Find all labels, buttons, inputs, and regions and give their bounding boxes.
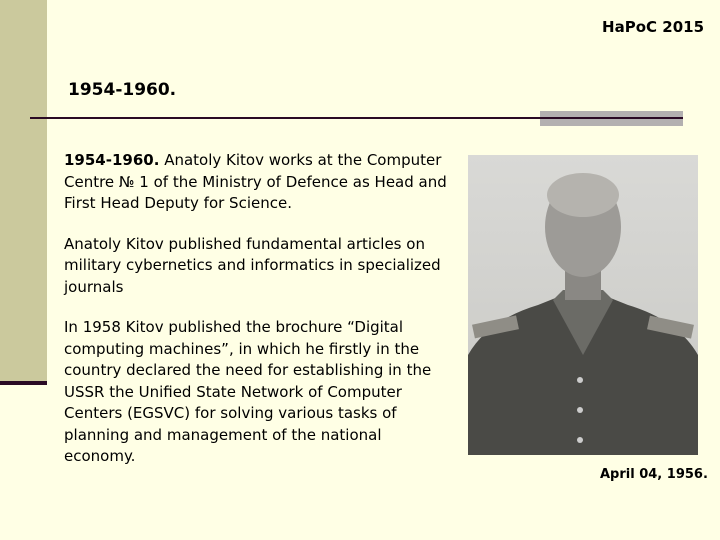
paragraph-1 — [64, 150, 454, 215]
paragraph-lead: 1954-1960. — [64, 151, 160, 169]
paragraph-3 — [64, 317, 454, 468]
paragraph-text: In 1958 Kitov published the brochure “Digital computing machines”, in which he firstly in the country declared the need for establishing in the USSR the Unified State Network of Computer Centers (EGSVC) for solving various tasks of planning and management of the national economy. — [64, 318, 432, 465]
paragraph-2 — [64, 234, 454, 299]
title-divider — [30, 117, 683, 119]
photo-caption: April 04, 1956. — [600, 467, 708, 482]
sidebar-divider — [0, 381, 47, 385]
portrait-photo — [468, 155, 698, 455]
slide-title: 1954-1960. — [68, 80, 177, 100]
paragraph-text: Anatoly Kitov published fundamental articles on military cybernetics and informatics in specialized journals — [64, 234, 441, 296]
conference-label: HaPoC 2015 — [602, 18, 704, 36]
sidebar-accent — [0, 0, 47, 381]
paragraph-text: Anatoly Kitov works at the Computer Centre № 1 of the Ministry of Defence as Head and First Head Deputy for Science. — [64, 151, 447, 212]
slide-body — [64, 150, 454, 487]
